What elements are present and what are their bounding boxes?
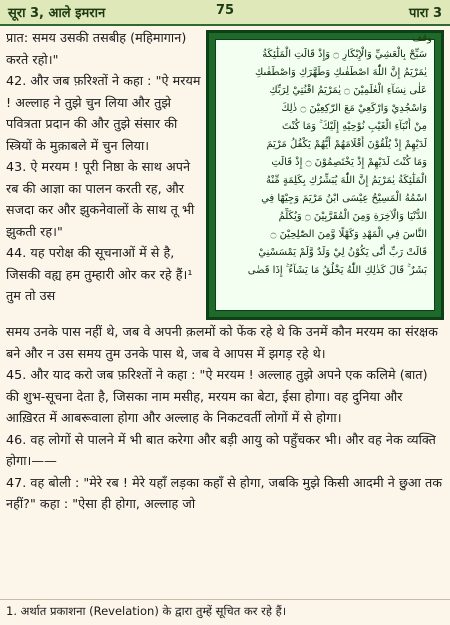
- corner-tag: وقف: [412, 33, 432, 44]
- arabic-line: الْمَلٰٓئِكَةُ يٰمَرْيَمُ إِنَّ اللّٰهَ يُبَشِّرُكِ بِكَلِمَةٍ مِّنْهُ: [265, 175, 427, 186]
- arabic-line: مِنْ أَنْبَآءِ الْغَيْبِ نُوْحِيْهِ إِلَيْكَ ۚ وَمَا كُنْتَ: [282, 121, 427, 132]
- arabic-line: لَدَيْهِمْ إِذْ يُلْقُوْنَ أَقْلَامَهُمْ أَيُّهُمْ يَكْفُلُ مَرْيَمَ: [266, 139, 427, 150]
- arabic-line: وَمَا كُنْتَ لَدَيْهِمْ إِذْ يَخْتَصِمُوْنَ ۝ إِذْ قَالَتِ: [271, 157, 427, 168]
- paragraph: समय उनके पास नहीं थे, जब वे अपनी क़लमों को फेंक रहे थे कि उनमें कौन मरयम का संरक्षक बने और न उस समय तुम उनके पास थे, जब वे आपस में झगड़ रहे थे।: [6, 324, 438, 361]
- footnote-divider: [0, 599, 450, 600]
- footnote: 1. अर्थात प्रकाशना (Revelation) के द्वारा तुम्हें सूचित कर रहे हैं।: [6, 604, 287, 618]
- arabic-line: قَالَتْ رَبِّ أَنّٰى يَكُوْنُ لِيْ وَلَدٌ وَّلَمْ يَمْسَسْنِيْ: [258, 247, 427, 258]
- page-number: 75: [215, 3, 235, 18]
- header-surah-label: सूरा 3, आले इमरान: [8, 6, 106, 21]
- arabic-line: سَبِّحْ بِالْعَشِيِّ وَالْإِبْكَارِ ۝ وَإِذْ قَالَتِ الْمَلٰٓئِكَةُ: [262, 49, 427, 60]
- paragraph: 45. और याद करो जब फ़रिश्तों ने कहा : "ऐ मरयम ! अल्लाह तुझे अपने एक कलिमे (बात) की शुभ-सूचना देता है, जिसका नाम मसीह, मरयम का बेटा, ईसा होगा। वह दुनिया और आख़िरत में आबरूवाला होगा और अल्लाह के निकटवर्ती लोगों में से होगा।: [6, 367, 428, 425]
- paragraph: 44. यह परोक्ष की सूचनाओं में से है, जिसकी वह्य हम तुम्हारी ओर कर रहे हैं।¹ तुम तो उस: [6, 245, 193, 303]
- paragraph: 42. और जब फ़रिश्तों ने कहा : "ऐ मरयम ! अल्लाह ने तुझे चुन लिया और तुझे पवित्रता प्रदान की और तुझे संसार की स्त्रियों के मुक़ाबले में चुन लिया।: [6, 73, 201, 153]
- paragraph: 43. ऐ मरयम ! पूरी निष्ठा के साथ अपने रब की आज्ञा का पालन करती रह, और सजदा कर और झुकनेवालों के साथ तू भी झुकती रह।": [6, 159, 195, 239]
- arabic-text-panel: [215, 39, 435, 311]
- arabic-text-box: [206, 30, 444, 320]
- paragraph: 47. वह बोली : "मेरे रब ! मेरे यहाँ लड़का कहाँ से होगा, जबकि मुझे किसी आदमी ने छुआ तक नहीं?" कहा : "ऐसा ही होगा, अल्लाह जो: [6, 474, 443, 511]
- arabic-line: عَلٰى نِسَآءِ الْعٰلَمِيْنَ ۝ يٰمَرْيَمُ اقْنُتِيْ لِرَبِّكِ: [269, 85, 427, 96]
- arabic-line: الدُّنْيَا وَالْآخِرَةِ وَمِنَ الْمُقَرَّبِيْنَ ۝ وَيُكَلِّمُ: [278, 211, 427, 222]
- arabic-line: يٰمَرْيَمُ إِنَّ اللّٰهَ اصْطَفٰىكِ وَطَهَّرَكِ وَاصْطَفٰىكِ: [255, 67, 427, 78]
- left-column-text: [6, 27, 202, 307]
- arabic-line: وَاسْجُدِيْ وَارْكَعِيْ مَعَ الرّٰكِعِيْنَ ۝ ذٰلِكَ: [281, 103, 427, 114]
- paragraph: प्रात: समय उसकी तसबीह (महिमागान) करते रहो।": [6, 30, 187, 67]
- full-width-text: [6, 321, 444, 515]
- header-para-label: पारा 3: [408, 6, 442, 21]
- page-header: [0, 0, 450, 26]
- arabic-line: بَشَرٌ ۚ قَالَ كَذٰلِكِ اللّٰهُ يَخْلُقُ مَا يَشَآءُ ۚ إِذَا قَضٰى: [247, 265, 427, 276]
- arabic-line: اسْمُهُ الْمَسِيْحُ عِيْسَى ابْنُ مَرْيَمَ وَجِيْهًا فِي: [261, 193, 427, 204]
- arabic-line: النَّاسَ فِي الْمَهْدِ وَكَهْلًا وَّمِنَ الصّٰلِحِيْنَ ۝: [270, 229, 427, 240]
- paragraph: 46. वह लोगों से पालने में भी बात करेगा और बड़ी आयु को पहुँचकर भी। और वह नेक व्यक्ति होगा।——: [6, 431, 436, 468]
